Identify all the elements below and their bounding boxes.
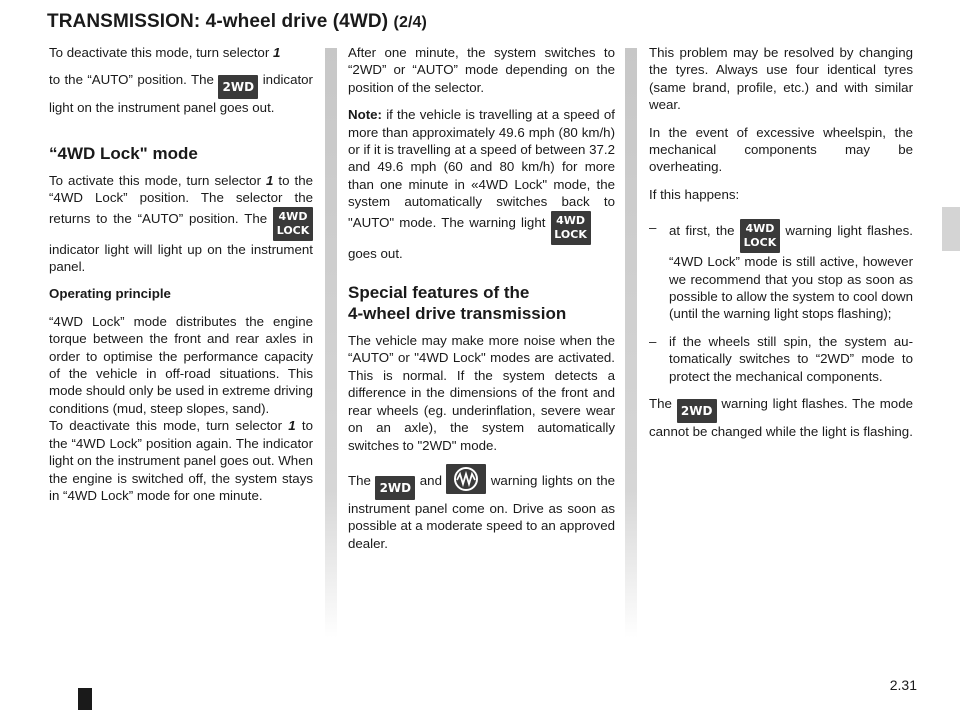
section-heading-4wd-lock: “4WD Lock" mode: [49, 143, 198, 163]
column-2: [348, 44, 615, 562]
column-3: [649, 44, 913, 451]
list-item: – at first, the 4WD LOCK warning light flashes. “4WD Lock” mode is still active, however we recommend that you stop as soon as possible to allow the system to cool down (until the warning light stops flashing);: [649, 220, 913, 322]
paragraph: If this happens:: [649, 186, 740, 202]
paragraph: The 2WD warning light flashes. The mode cannot be changed while the light is flashing.: [649, 396, 913, 440]
title-part: (2/4): [393, 14, 427, 31]
column-divider: [625, 48, 637, 638]
2wd-indicator-icon: 2WD: [677, 399, 717, 423]
4wd-lock-indicator-icon: 4WD LOCK: [740, 219, 780, 253]
selector-number: 1: [266, 172, 274, 188]
column-1: [49, 44, 313, 514]
selector-number: 1: [272, 45, 281, 60]
page-number: 2.31: [889, 677, 917, 693]
note-label: Note:: [348, 107, 382, 123]
paragraph: The 2WD and warning lights on the instrument panel come on. Drive as soon as possible at a moderate speed to an approved dealer.: [348, 464, 615, 552]
page-title: [47, 11, 427, 33]
chapter-tab: [942, 207, 960, 251]
section-heading-special-features: Special features of the 4-wheel drive transmission: [348, 283, 567, 324]
2wd-indicator-icon: 2WD: [375, 476, 415, 500]
4wd-lock-indicator-icon: 4WD LOCK: [551, 211, 591, 245]
paragraph: The vehicle may make more noise when the “AUTO” or "4WD Lock" modes are activated. This is normal. If the system detects a difference in the dimensions of the front and rear wheels (eg. underinflation, severe wear on an axle), the system automatically switches to "2WD" mode.: [348, 333, 615, 453]
subheading-operating-principle: Operating principle: [49, 286, 171, 302]
paragraph: to the “AUTO” position. The 2WD indicator light on the instrument panel goes out.: [49, 72, 313, 116]
paragraph: To activate this mode, turn selector 1 to the “4WD Lock” position. The selector the returns to the “AUTO” position. The 4WD LOCK indicator light will light up on the instrument panel.: [49, 172, 314, 275]
list-item: – if the wheels still spin, the system automatically switches to “2WD” mode to protect the mechanical components.: [649, 333, 913, 384]
note-paragraph: Note: if the vehicle is travelling at a speed of more than approximately 49.6 mph (80 km/h) or if it is travelling at a speed of between 37.2 and 49.6 mph (60 and 80 km/h) for more than one minute in «4WD Lock" mode, the system automatically switches back to "AUTO" mode. The warning light 4WD LOCK goes out.: [348, 107, 615, 261]
column-divider: [325, 48, 337, 638]
wavy-warning-icon: [446, 464, 486, 494]
paragraph: “4WD Lock” mode distributes the engine torque between the front and rear axles in order to optimise the performance capacity of the vehicle in off-road situations. This mode should only be used in extreme driving conditions (mud, steep slopes, sand).: [49, 313, 313, 416]
2wd-indicator-icon: 2WD: [218, 75, 258, 99]
4wd-lock-indicator-icon: 4WD LOCK: [273, 207, 313, 241]
paragraph: After one minute, the system switches to “2WD” or “AUTO” mode depending on the position of the selector.: [348, 45, 615, 95]
title-text: TRANSMISSION: 4-wheel drive (4WD): [47, 11, 389, 32]
paragraph: To deactivate this mode, turn selector 1 to the “4WD Lock” position again. The indicator light on the instrument panel goes out. When the engine is switched off, the system stays in “4WD Lock” mode for one minute.: [49, 418, 313, 503]
selector-number: 1: [288, 418, 296, 434]
paragraph: To deactivate this mode, turn selector 1: [49, 45, 281, 60]
paragraph: In the event of excessive wheelspin, the mechanical components may be overheating.: [649, 124, 913, 175]
print-mark: [78, 688, 92, 710]
paragraph: This problem may be resolved by changing the tyres. Always use four identical tyres (same brand, profile, etc.) and with similar wear.: [649, 45, 913, 113]
